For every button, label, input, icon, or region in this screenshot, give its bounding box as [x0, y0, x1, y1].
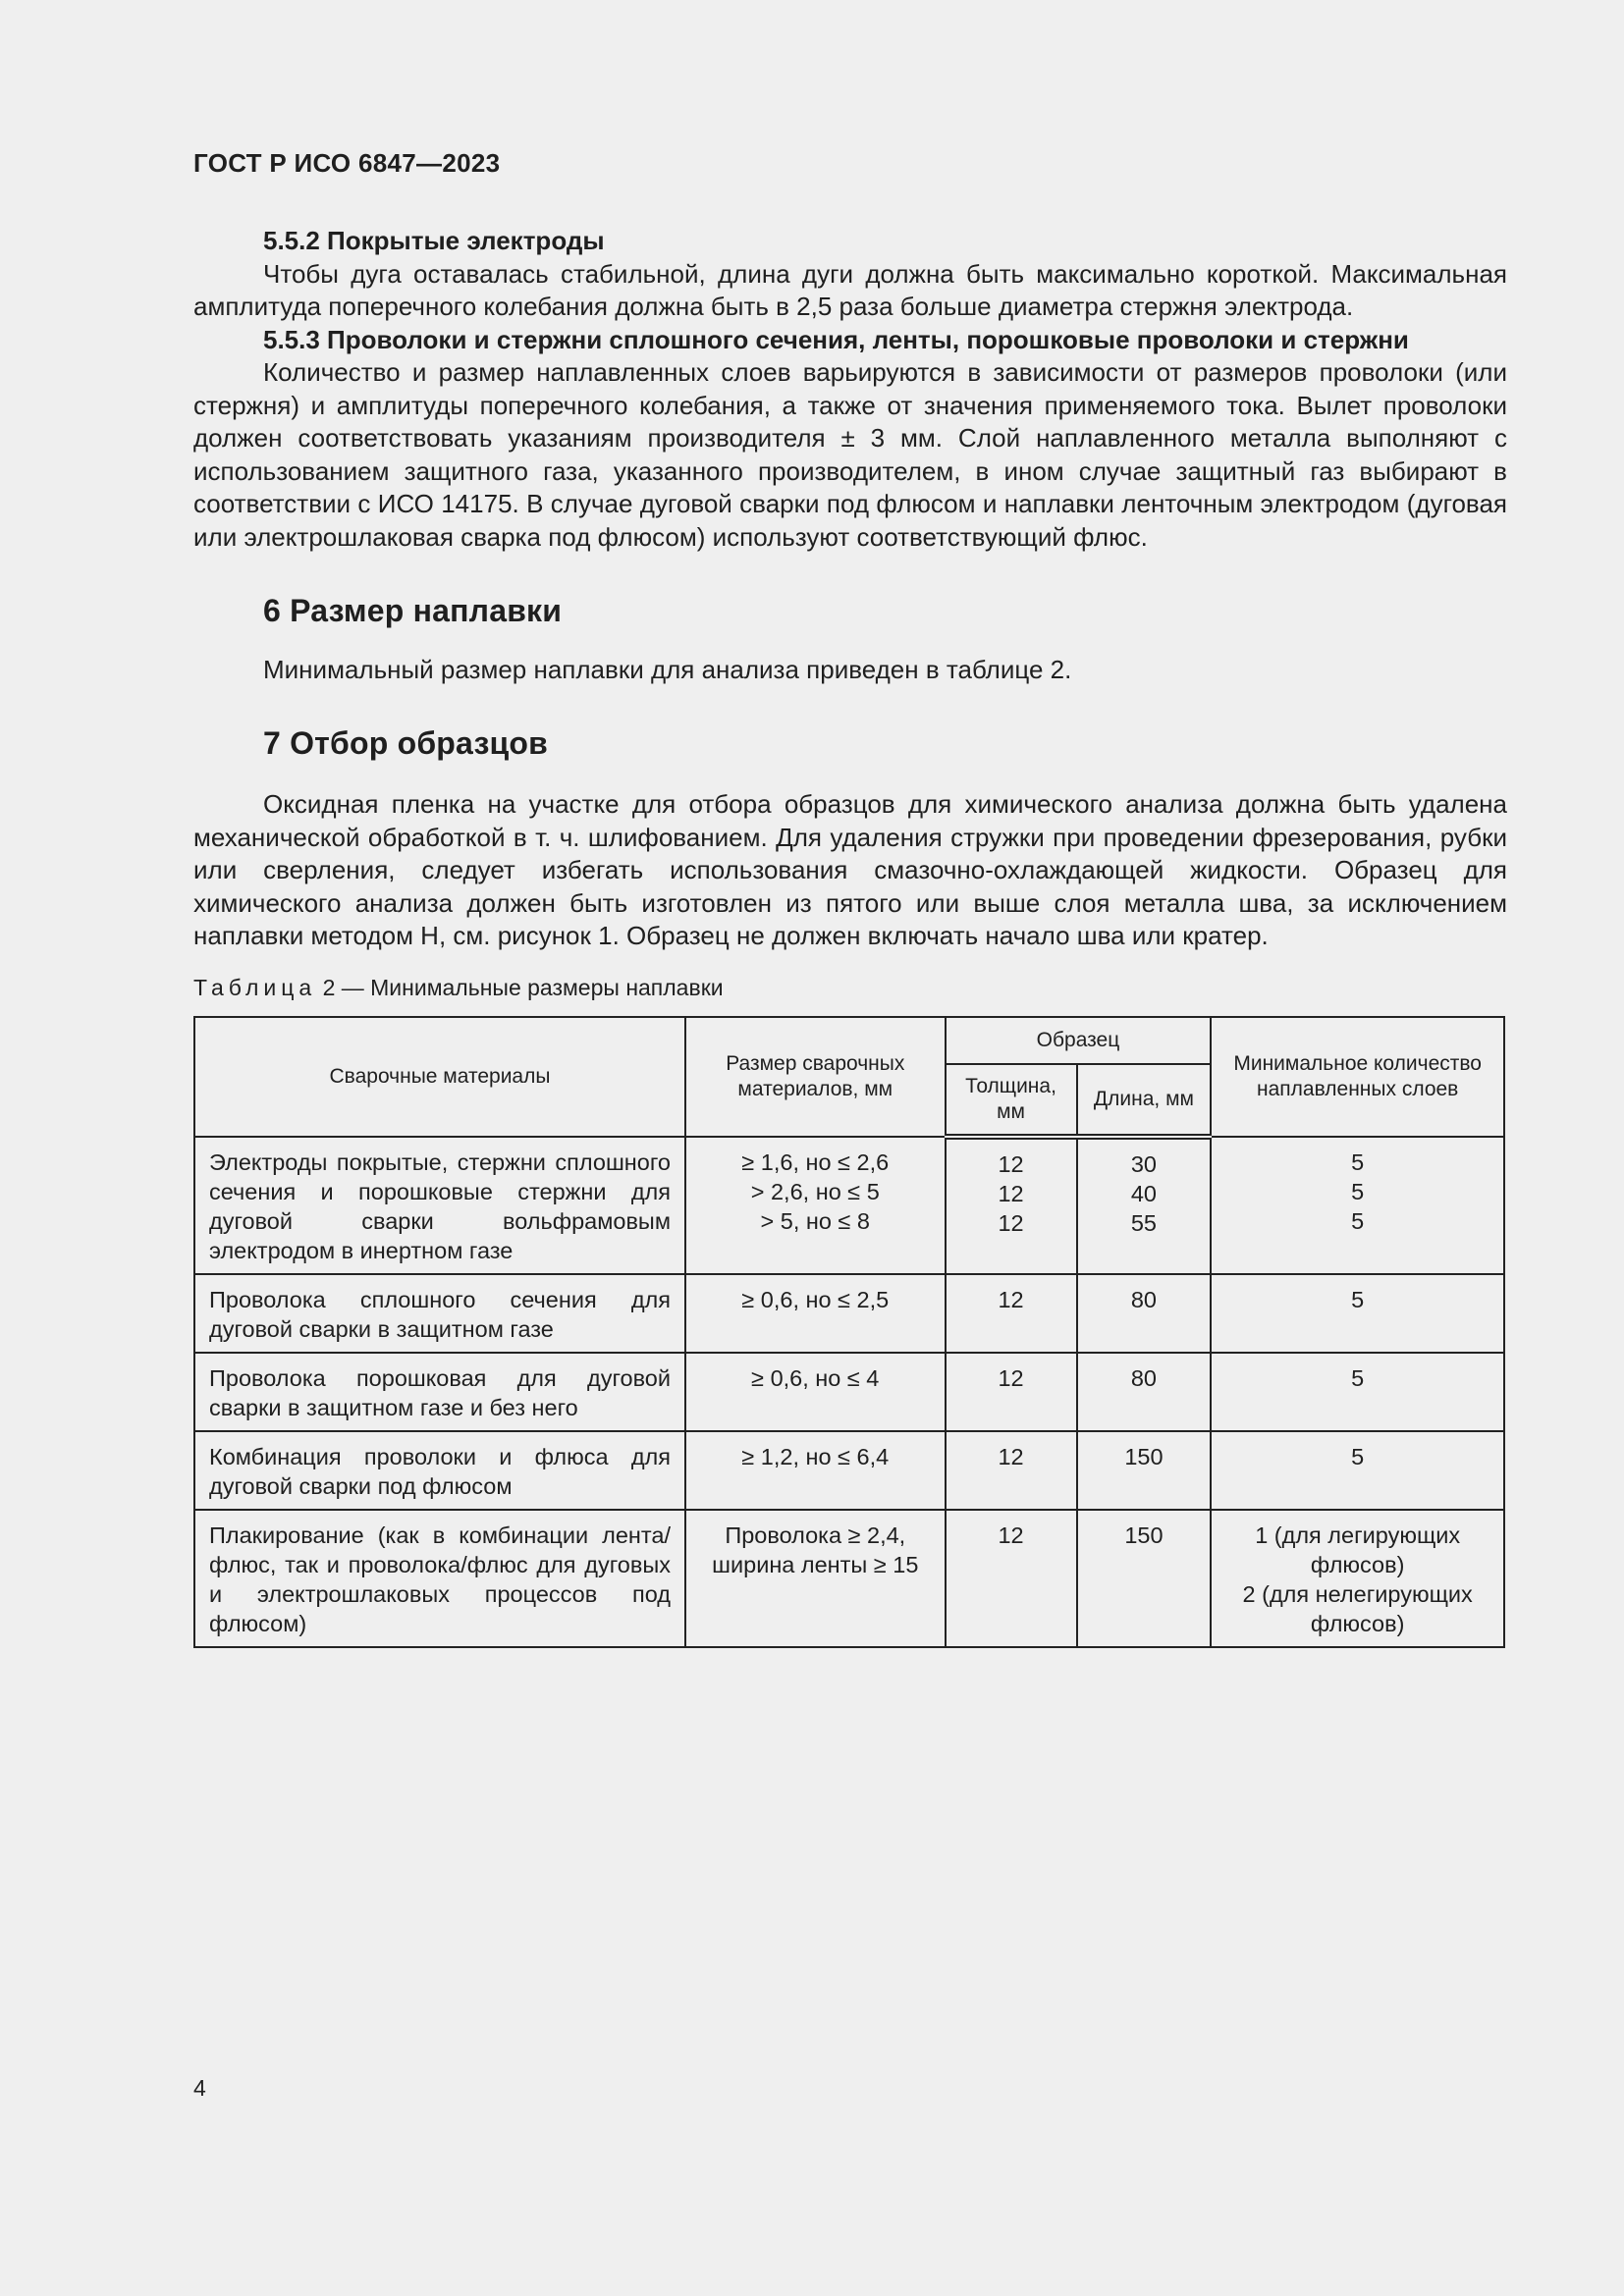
- layers-value: 5: [1351, 1149, 1365, 1175]
- thickness-cell: [946, 1510, 1077, 1647]
- table-caption-label: Таблица: [193, 975, 317, 1000]
- section-6-text: Минимальный размер наплавки для анализа приведен в таблице 2.: [263, 655, 1072, 684]
- table-caption-text: 2 — Минимальные размеры наплавки: [316, 975, 724, 1000]
- header-specimen: Образец: [946, 1017, 1212, 1064]
- thickness-value: 12: [998, 1365, 1024, 1391]
- size-value: > 2,6, но ≤ 5: [750, 1179, 880, 1204]
- size-cell: [685, 1431, 946, 1510]
- size-cell: [685, 1137, 946, 1274]
- thickness-cell: [946, 1353, 1077, 1431]
- min-sizes-table: [193, 1016, 1505, 1648]
- layers-cell: [1211, 1353, 1504, 1431]
- table-row: [194, 1137, 1504, 1274]
- heading-text: 5.5.2 Покрытые электроды: [263, 226, 605, 255]
- material-cell: Комбинация проволоки и флюса для дуговой сварки под флюсом: [194, 1431, 685, 1510]
- size-cell: [685, 1274, 946, 1353]
- length-cell: [1077, 1431, 1212, 1510]
- thickness-value: 12: [998, 1210, 1024, 1236]
- section-6-heading: 6 Размер наплавки: [263, 593, 563, 628]
- subsection-5-5-2-heading: [193, 225, 1507, 258]
- size-value: ≥ 1,2, но ≤ 6,4: [741, 1444, 890, 1469]
- length-value: 30: [1130, 1151, 1157, 1177]
- table-row: [194, 1510, 1504, 1647]
- length-value: 80: [1130, 1287, 1157, 1312]
- material-cell: Электроды покрытые, стержни сплошного сечения и порошковые стержни для дуговой сварки вольфрамовым электродом в инертном газе: [194, 1137, 685, 1274]
- table-row: [194, 1431, 1504, 1510]
- layers-cell: [1211, 1137, 1504, 1274]
- subsection-5-5-2-text: Чтобы дуга оставалась стабильной, длина дуги должна быть максимально короткой. Максимальная амплитуда поперечного колебания должна быть в 2,5 раза больше диаметра стержня электрода.: [193, 258, 1507, 321]
- header-min-layers: Минимальное количество наплавленных слоев: [1211, 1017, 1504, 1137]
- length-value: 55: [1130, 1210, 1157, 1236]
- thickness-value: 12: [998, 1151, 1024, 1177]
- layers-cell: [1211, 1431, 1504, 1510]
- table-caption: [193, 975, 724, 1001]
- size-value: Проволока ≥ 2,4,: [725, 1522, 906, 1548]
- layers-value: 5: [1351, 1287, 1365, 1312]
- layers-value: 5: [1351, 1444, 1365, 1469]
- thickness-value: 12: [998, 1287, 1024, 1312]
- size-value: ≥ 0,6, но ≤ 2,5: [741, 1287, 890, 1312]
- layers-cell: [1211, 1274, 1504, 1353]
- layers-value: 2 (для нелегирующих флюсов): [1242, 1581, 1473, 1636]
- length-cell: [1077, 1510, 1212, 1647]
- section-7-text: Оксидная пленка на участке для отбора образцов для химического анализа должна быть удалена механической обработкой в т. ч. шлифованием. Для удаления стружки при проведении фрезерования, рубки или сверления, следует избегать использования смазочно-охлаждающей жидкости. Образец для химического анализа должен быть изготовлен из пятого или выше слоя металла шва, за исключением наплавки методом Н, см. рисунок 1. Образец не должен включать начало шва или кратер.: [193, 789, 1507, 950]
- length-value: 150: [1124, 1522, 1164, 1548]
- layers-value: 5: [1351, 1208, 1365, 1234]
- subsections-5-5: [193, 225, 1507, 554]
- section-7-heading: 7 Отбор образцов: [263, 725, 549, 761]
- layers-value: 5: [1351, 1365, 1365, 1391]
- table-row: [194, 1274, 1504, 1353]
- header-materials: Сварочные материалы: [194, 1017, 685, 1137]
- subsection-5-5-3-heading: [193, 324, 1507, 357]
- header-thickness: Толщина, мм: [946, 1064, 1077, 1137]
- document-header: ГОСТ Р ИСО 6847—2023: [193, 148, 501, 178]
- layers-value: 1 (для легирующих флюсов): [1255, 1522, 1461, 1577]
- table-row: [194, 1353, 1504, 1431]
- thickness-value: 12: [998, 1181, 1024, 1206]
- size-cell: [685, 1353, 946, 1431]
- thickness-cell: [946, 1137, 1077, 1274]
- length-cell: [1077, 1274, 1212, 1353]
- size-value: > 5, но ≤ 8: [760, 1208, 870, 1234]
- size-value: ширина ленты ≥ 15: [712, 1552, 919, 1577]
- size-cell: [685, 1510, 946, 1647]
- length-value: 80: [1130, 1365, 1157, 1391]
- thickness-value: 12: [998, 1444, 1024, 1469]
- thickness-cell: [946, 1431, 1077, 1510]
- thickness-value: 12: [998, 1522, 1024, 1548]
- header-length: Длина, мм: [1077, 1064, 1212, 1137]
- length-value: 150: [1124, 1444, 1164, 1469]
- header-size: Размер сварочных материалов, мм: [685, 1017, 946, 1137]
- size-value: ≥ 0,6, но ≤ 4: [751, 1365, 880, 1391]
- material-cell: Проволока порошковая для дуговой сварки в защитном газе и без него: [194, 1353, 685, 1431]
- length-cell: [1077, 1137, 1212, 1274]
- page-number: 4: [193, 2075, 206, 2101]
- material-cell: Проволока сплошного сечения для дуговой сварки в защитном газе: [194, 1274, 685, 1353]
- section-7-block: [193, 788, 1507, 953]
- subsection-5-5-3-text: Количество и размер наплавленных слоев варьируются в зависимости от размеров проволоки (или стержня) и амплитуды поперечного колебания, а также от значения применяемого тока. Вылет проволоки должен соответствовать указаниям производителя ± 3 мм. Слой наплавленного металла выполняют с использованием защитного газа, указанного производителем, в ином случае защитный газ выбирают в соответствии с ИСО 14175. В случае дуговой сварки под флюсом и наплавки ленточным электродом (дуговая или электрошлаковая сварка под флюсом) используют соответствующий флюс.: [193, 357, 1507, 552]
- length-cell: [1077, 1353, 1212, 1431]
- layers-value: 5: [1351, 1179, 1365, 1204]
- length-value: 40: [1130, 1181, 1157, 1206]
- layers-cell: [1211, 1510, 1504, 1647]
- heading-text: 5.5.3 Проволоки и стержни сплошного сечения, ленты, порошковые проволоки и стержни: [263, 324, 1409, 354]
- material-cell: Плакирование (как в комбинации лента/флюс, так и проволока/флюс для дуговых и электрошлаковых процессов под флюсом): [194, 1510, 685, 1647]
- thickness-cell: [946, 1274, 1077, 1353]
- size-value: ≥ 1,6, но ≤ 2,6: [741, 1149, 890, 1175]
